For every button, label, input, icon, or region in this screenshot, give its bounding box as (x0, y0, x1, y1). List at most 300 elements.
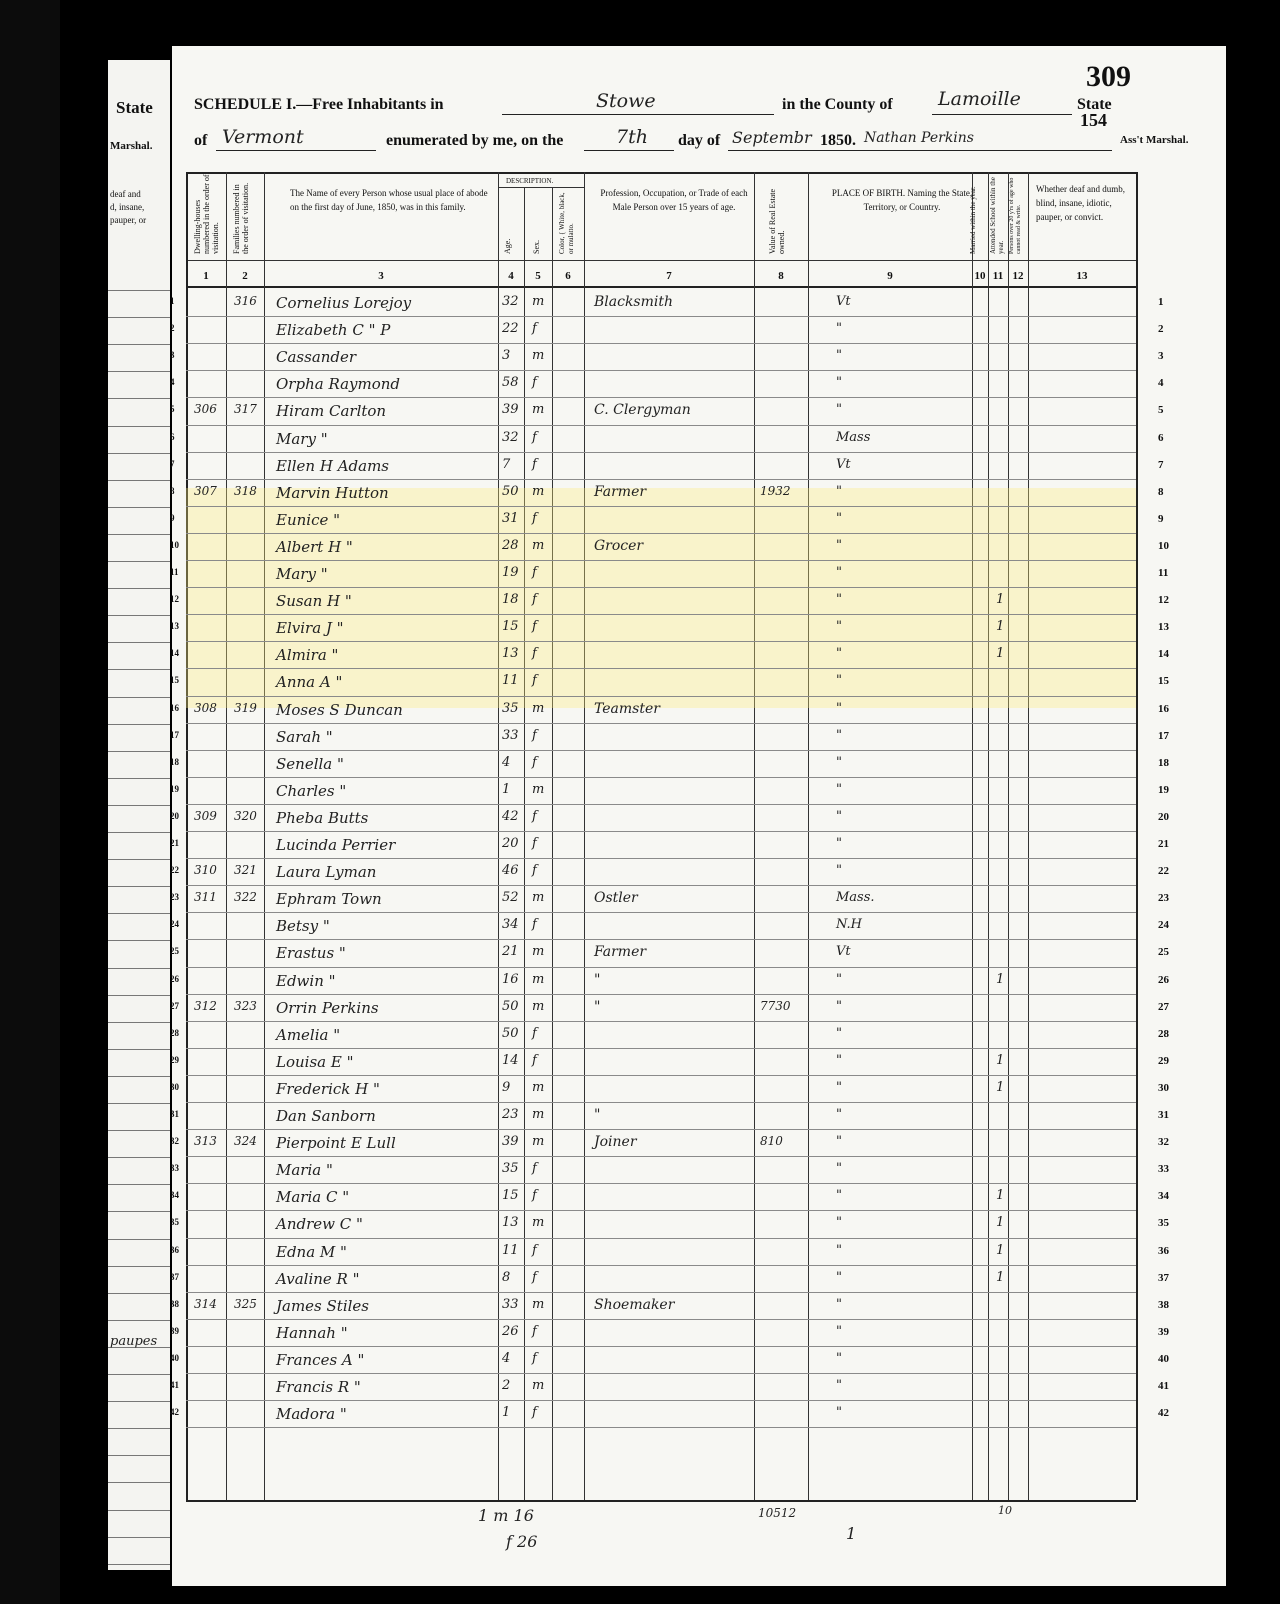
adjacent-row-rule (108, 1537, 170, 1538)
person-name: Pheba Butts (276, 809, 369, 827)
county-underline (932, 114, 1072, 115)
person-name: Hannah " (276, 1324, 348, 1342)
adjacent-row-rule (108, 588, 170, 589)
row-number-left: 7 (170, 459, 175, 469)
person-name: Albert H " (276, 538, 353, 556)
adjacent-row-rule (108, 1211, 170, 1212)
column-number: 5 (535, 270, 541, 282)
person-name: Cassander (276, 348, 357, 366)
column-divider (808, 172, 809, 1500)
adjacent-row-rule (108, 913, 170, 914)
person-sex: m (532, 999, 545, 1014)
school-mark: 1 (996, 1080, 1005, 1095)
row-rule (186, 939, 1136, 940)
person-name: Moses S Duncan (276, 701, 403, 719)
row-number-right: 30 (1158, 1082, 1169, 1094)
row-number-right: 28 (1158, 1028, 1169, 1040)
birth-place: " (836, 755, 842, 770)
column-number: 13 (1076, 270, 1088, 282)
column-divider (524, 187, 525, 1500)
person-occupation: Farmer (594, 944, 647, 960)
birth-place: Vt (836, 457, 851, 472)
row-number-right: 35 (1158, 1217, 1169, 1229)
row-number-right: 6 (1158, 432, 1164, 444)
adjacent-row-rule (108, 453, 170, 454)
column-number: 9 (887, 270, 893, 282)
dwelling-number: 314 (194, 1297, 217, 1311)
person-name: Mary " (276, 565, 328, 583)
birth-place: " (836, 1053, 842, 1068)
person-age: 39 (502, 402, 519, 417)
row-rule (186, 1292, 1136, 1293)
person-sex: f (532, 1351, 537, 1366)
school-mark: 1 (996, 1215, 1005, 1230)
person-name: Louisa E " (276, 1053, 354, 1071)
adjacent-row-rule (108, 995, 170, 996)
row-rule (186, 533, 1136, 534)
row-number-left: 34 (170, 1190, 179, 1200)
row-number-right: 22 (1158, 865, 1169, 877)
person-sex: f (532, 592, 537, 607)
row-rule (186, 967, 1136, 968)
birth-place: Mass (836, 430, 871, 445)
row-number-right: 3 (1158, 350, 1164, 362)
person-age: 8 (502, 1270, 511, 1285)
row-number-left: 13 (170, 621, 179, 631)
person-occupation: " (594, 1107, 601, 1123)
birth-place: " (836, 1378, 842, 1393)
person-sex: m (532, 348, 545, 363)
adjacent-row-rule (108, 1049, 170, 1050)
person-occupation: Joiner (594, 1134, 637, 1150)
row-rule (186, 777, 1136, 778)
person-occupation: Blacksmith (594, 294, 674, 310)
row-number-right: 25 (1158, 946, 1169, 958)
person-sex: m (532, 1378, 545, 1393)
birth-place: " (836, 646, 842, 661)
row-rule (186, 506, 1136, 507)
row-rule (186, 1210, 1136, 1211)
person-name: Almira " (276, 646, 339, 664)
real-estate-value: 7730 (760, 999, 791, 1013)
person-age: 52 (502, 890, 519, 905)
row-number-left: 38 (170, 1299, 179, 1309)
state-name: Vermont (222, 126, 304, 148)
person-sex: m (532, 1134, 545, 1149)
adjacent-marshal-label: Marshal. (110, 140, 153, 152)
person-sex: f (532, 1161, 537, 1176)
row-number-left: 20 (170, 811, 179, 821)
person-sex: f (532, 1270, 537, 1285)
column-divider (186, 172, 188, 1500)
colnum-rule (186, 286, 1136, 288)
tally-males: 1 m 16 (478, 1506, 534, 1525)
person-sex: f (532, 375, 537, 390)
birth-place: " (836, 728, 842, 743)
col-profession-header: Profession, Occupation, or Trade of each Male Person over 15 years of age. (600, 188, 748, 212)
birth-place: " (836, 1161, 842, 1176)
family-number: 325 (234, 1297, 257, 1311)
adjacent-row-rule (108, 344, 170, 345)
person-sex: m (532, 1297, 545, 1312)
row-number-left: 30 (170, 1082, 179, 1092)
person-sex: f (532, 565, 537, 580)
row-number-left: 3 (170, 350, 175, 360)
row-number-left: 8 (170, 486, 175, 496)
col-school-header: Attended School within the year. (989, 177, 1005, 254)
person-age: 1 (502, 1405, 511, 1420)
person-age: 1 (502, 782, 511, 797)
row-number-left: 18 (170, 757, 179, 767)
birth-place: " (836, 1215, 842, 1230)
person-sex: f (532, 863, 537, 878)
person-age: 22 (502, 321, 519, 336)
row-number-right: 31 (1158, 1109, 1169, 1121)
column-divider (1136, 172, 1138, 1500)
column-number: 10 (974, 270, 986, 282)
person-sex: f (532, 917, 537, 932)
row-rule (186, 912, 1136, 913)
person-name: Cornelius Lorejoy (276, 294, 412, 312)
adjacent-row-rule (108, 1401, 170, 1402)
row-number-right: 2 (1158, 323, 1164, 335)
row-number-right: 13 (1158, 621, 1169, 633)
marshal-name: Nathan Perkins (864, 130, 974, 146)
row-rule (186, 425, 1136, 426)
row-number-right: 5 (1158, 404, 1164, 416)
row-number-left: 10 (170, 540, 179, 550)
row-number-right: 17 (1158, 730, 1169, 742)
row-number-left: 36 (170, 1245, 179, 1255)
person-age: 50 (502, 1026, 519, 1041)
birth-place: " (836, 1405, 842, 1420)
person-age: 9 (502, 1080, 511, 1095)
schedule-title: SCHEDULE I.—Free Inhabitants in (194, 96, 444, 113)
person-name: Elvira J " (276, 619, 344, 637)
tally-school: 10 (998, 1504, 1012, 1517)
person-name: Frances A " (276, 1351, 365, 1369)
asst-marshal-label: Ass't Marshal. (1120, 134, 1189, 146)
row-number-right: 26 (1158, 974, 1169, 986)
person-age: 42 (502, 809, 519, 824)
row-rule (186, 587, 1136, 588)
school-mark: 1 (996, 1188, 1005, 1203)
birth-place: " (836, 999, 842, 1014)
row-number-right: 39 (1158, 1326, 1169, 1338)
row-number-left: 41 (170, 1380, 179, 1390)
person-sex: f (532, 809, 537, 824)
person-age: 26 (502, 1324, 519, 1339)
person-name: Marvin Hutton (276, 484, 389, 502)
person-sex: m (532, 538, 545, 553)
person-name: Sarah " (276, 728, 333, 746)
person-age: 13 (502, 646, 519, 661)
row-rule (186, 696, 1136, 697)
county-label: in the County of (782, 96, 893, 113)
row-rule (186, 1265, 1136, 1266)
column-number: 4 (508, 270, 514, 282)
birth-place: " (836, 1026, 842, 1041)
column-number: 6 (565, 270, 571, 282)
column-number: 11 (992, 270, 1004, 282)
adjacent-row-rule (108, 697, 170, 698)
state-underline (216, 150, 376, 151)
dwelling-number: 313 (194, 1134, 217, 1148)
row-rule (186, 750, 1136, 751)
tally-value: 10512 (758, 1506, 797, 1520)
enumerated-label: enumerated by me, on the (386, 132, 564, 149)
adjacent-row-rule (108, 1130, 170, 1131)
person-name: Mary " (276, 430, 328, 448)
row-number-right: 19 (1158, 784, 1169, 796)
row-rule (186, 1021, 1136, 1022)
person-name: Ellen H Adams (276, 457, 389, 475)
birth-place: " (836, 321, 842, 336)
adjacent-row-rule (108, 1455, 170, 1456)
birth-place: " (836, 1080, 842, 1095)
row-number-right: 23 (1158, 892, 1169, 904)
adjacent-row-rule (108, 1266, 170, 1267)
header-rule (186, 260, 1136, 261)
birth-place: " (836, 673, 842, 688)
column-number: 2 (242, 270, 248, 282)
birth-place: " (836, 484, 842, 499)
person-age: 15 (502, 1188, 519, 1203)
adjacent-row-rule (108, 1293, 170, 1294)
birth-place: Vt (836, 944, 851, 959)
person-age: 50 (502, 484, 519, 499)
person-age: 58 (502, 375, 519, 390)
col-value-header: Value of Real Estate owned. (768, 188, 786, 254)
adjacent-row-rule (108, 398, 170, 399)
person-sex: f (532, 1026, 537, 1041)
adjacent-state-label: State (116, 98, 153, 117)
column-number: 8 (778, 270, 784, 282)
row-number-left: 25 (170, 946, 179, 956)
birth-place: " (836, 592, 842, 607)
row-rule (186, 1129, 1136, 1130)
person-age: 11 (502, 673, 519, 688)
family-number: 322 (234, 890, 257, 904)
row-number-right: 37 (1158, 1272, 1169, 1284)
column-divider (584, 172, 585, 1500)
person-age: 50 (502, 999, 519, 1014)
row-number-left: 29 (170, 1055, 179, 1065)
column-divider (226, 172, 227, 1500)
birth-place: " (836, 972, 842, 987)
real-estate-value: 1932 (760, 484, 791, 498)
column-divider (552, 187, 553, 1500)
adjacent-row-rule (108, 968, 170, 969)
adjacent-pauper-note: paupes (110, 1334, 158, 1349)
row-number-left: 39 (170, 1326, 179, 1336)
col-sex-header: Sex. (532, 240, 541, 254)
row-number-right: 4 (1158, 377, 1164, 389)
birth-place: " (836, 402, 842, 417)
adjacent-row-rule (108, 561, 170, 562)
row-number-right: 7 (1158, 459, 1164, 471)
adjacent-row-rule (108, 1239, 170, 1240)
row-number-left: 27 (170, 1001, 179, 1011)
row-rule (186, 1427, 1136, 1428)
col-families-header: Families numbered in the order of visitation. (232, 182, 250, 254)
row-rule (186, 1319, 1136, 1320)
adjacent-row-rule (108, 1320, 170, 1321)
row-number-right: 9 (1158, 513, 1164, 525)
col-description-header: DESCRIPTION. (506, 177, 554, 185)
person-sex: m (532, 1215, 545, 1230)
col-dwelling-header: Dwelling-houses numbered in the order of visitation. (193, 174, 220, 254)
birth-place: " (836, 782, 842, 797)
person-age: 4 (502, 1351, 511, 1366)
col-deaf-header: Whether deaf and dumb, blind, insane, idiotic, pauper, or convict. (1036, 184, 1125, 222)
column-number: 1 (203, 270, 209, 282)
row-rule (186, 370, 1136, 371)
column-divider (498, 172, 499, 1500)
birth-place: " (836, 863, 842, 878)
school-mark: 1 (996, 619, 1005, 634)
row-rule (186, 1048, 1136, 1049)
column-divider (1008, 172, 1009, 1500)
adjacent-row-rule (108, 1374, 170, 1375)
adjacent-row-rule (108, 1157, 170, 1158)
person-name: Edna M " (276, 1243, 347, 1261)
birth-place: " (836, 1270, 842, 1285)
row-number-left: 2 (170, 323, 175, 333)
family-number: 320 (234, 809, 257, 823)
birth-place: " (836, 836, 842, 851)
person-name: Frederick H " (276, 1080, 380, 1098)
adjacent-row-rule (108, 940, 170, 941)
birth-place: " (836, 565, 842, 580)
person-name: Laura Lyman (276, 863, 377, 881)
row-rule (186, 641, 1136, 642)
person-occupation: Teamster (594, 701, 660, 717)
adjacent-row-rule (108, 805, 170, 806)
person-sex: f (532, 457, 537, 472)
person-name: Madora " (276, 1405, 347, 1423)
person-occupation: Ostler (594, 890, 638, 906)
row-number-left: 11 (170, 567, 179, 577)
person-name: Ephram Town (276, 890, 382, 908)
person-sex: m (532, 944, 545, 959)
person-sex: m (532, 294, 545, 309)
row-rule (186, 831, 1136, 832)
row-number-right: 15 (1158, 675, 1169, 687)
person-name: Avaline R " (276, 1270, 360, 1288)
person-sex: f (532, 1405, 537, 1420)
person-age: 15 (502, 619, 519, 634)
person-name: Dan Sanborn (276, 1107, 376, 1125)
person-occupation: Shoemaker (594, 1297, 675, 1313)
row-rule (186, 316, 1136, 317)
year-value: 1850. (820, 132, 856, 149)
person-age: 14 (502, 1053, 519, 1068)
row-rule (186, 452, 1136, 453)
row-rule (186, 1373, 1136, 1374)
column-divider (988, 172, 989, 1500)
person-sex: m (532, 890, 545, 905)
person-name: Edwin " (276, 972, 336, 990)
row-rule (186, 668, 1136, 669)
row-number-left: 28 (170, 1028, 179, 1038)
family-number: 324 (234, 1134, 257, 1148)
row-number-right: 21 (1158, 838, 1169, 850)
person-name: Orpha Raymond (276, 375, 401, 393)
row-rule (186, 1346, 1136, 1347)
person-name: Andrew C " (276, 1215, 363, 1233)
person-sex: f (532, 430, 537, 445)
day-of-label: day of (678, 132, 721, 149)
person-name: Senella " (276, 755, 344, 773)
row-rule (186, 994, 1136, 995)
state-label: State (1077, 96, 1112, 113)
person-name: Amelia " (276, 1026, 341, 1044)
person-age: 32 (502, 430, 519, 445)
adjacent-row-rule (108, 669, 170, 670)
row-rule (186, 1400, 1136, 1401)
school-mark: 1 (996, 592, 1005, 607)
row-number-right: 41 (1158, 1380, 1169, 1392)
adjacent-row-rule (108, 859, 170, 860)
row-number-left: 24 (170, 919, 179, 929)
person-name: Elizabeth C " P (276, 321, 391, 339)
adjacent-row-rule (108, 480, 170, 481)
person-age: 16 (502, 972, 519, 987)
dwelling-number: 311 (194, 890, 217, 904)
family-number: 316 (234, 294, 257, 308)
row-number-right: 38 (1158, 1299, 1169, 1311)
person-age: 11 (502, 1243, 519, 1258)
person-name: Eunice " (276, 511, 341, 529)
tally-females: f 26 (506, 1532, 538, 1551)
col-birthplace-header: PLACE OF BIRTH. Naming the State, Territory, or Country. (831, 188, 973, 212)
person-age: 19 (502, 565, 519, 580)
dwelling-number: 312 (194, 999, 217, 1013)
birth-place: " (836, 701, 842, 716)
person-name: Pierpoint E Lull (276, 1134, 396, 1152)
adjacent-col13-header: deaf and d, insane, pauper, or (110, 189, 147, 225)
person-sex: f (532, 321, 537, 336)
person-age: 39 (502, 1134, 519, 1149)
adjacent-row-rule (108, 317, 170, 318)
adjacent-row-rule (108, 751, 170, 752)
person-occupation: " (594, 999, 601, 1015)
row-rule (186, 1156, 1136, 1157)
birth-place: " (836, 1243, 842, 1258)
birth-place: " (836, 809, 842, 824)
row-number-right: 11 (1158, 567, 1169, 579)
person-age: 13 (502, 1215, 519, 1230)
county-name: Lamoille (938, 88, 1021, 110)
column-divider (754, 172, 755, 1500)
adjacent-row-rule (108, 1022, 170, 1023)
leaf-number: 154 (1080, 110, 1107, 130)
month-underline (728, 150, 1112, 151)
tally-birth-mark: 1 (846, 1524, 857, 1543)
adjacent-row-rule (108, 1510, 170, 1511)
birth-place: " (836, 511, 842, 526)
adjacent-row-rule (108, 724, 170, 725)
row-rule (186, 1102, 1136, 1103)
column-divider (1028, 172, 1029, 1500)
row-number-left: 33 (170, 1163, 179, 1173)
dwelling-number: 306 (194, 402, 217, 416)
person-name: Charles " (276, 782, 347, 800)
row-number-left: 1 (170, 296, 175, 306)
person-occupation: C. Clergyman (594, 402, 691, 418)
birth-place: Vt (836, 294, 851, 309)
